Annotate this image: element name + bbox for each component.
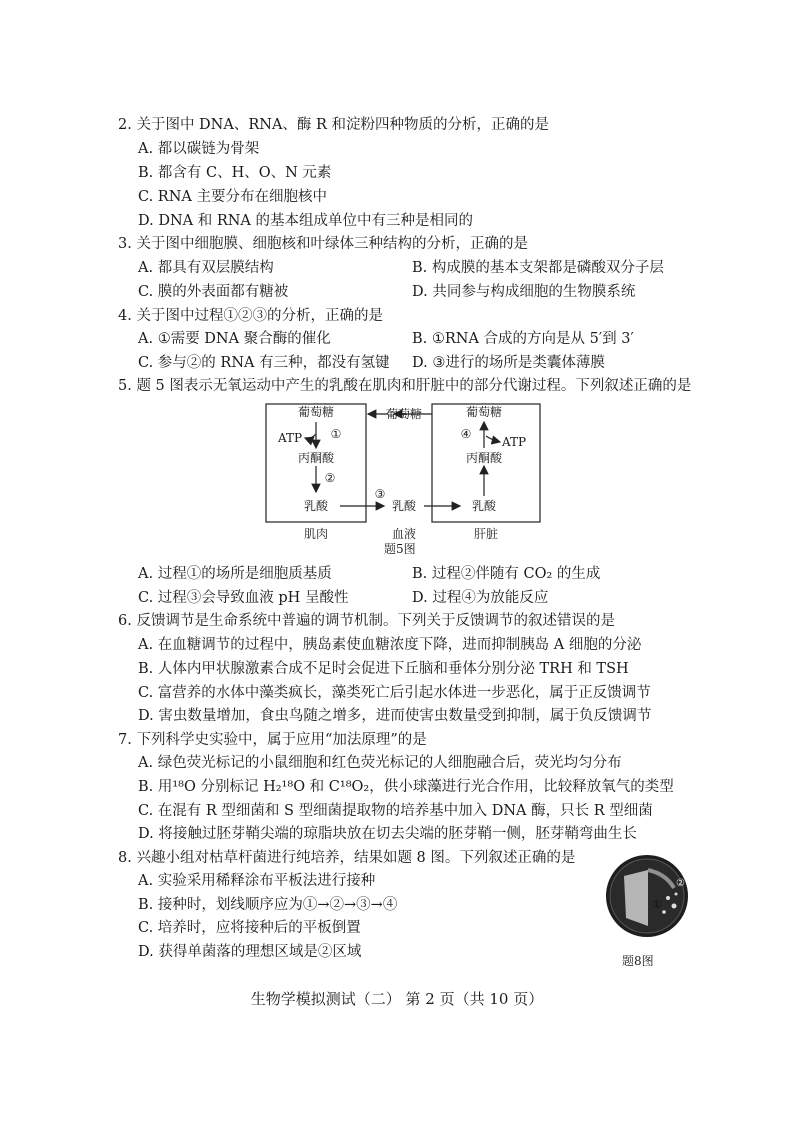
blood-glucose-label: 葡萄糖	[385, 407, 423, 421]
step-4-marker: ④	[460, 427, 472, 441]
q2-option-a: A. 都以碳链为骨架	[138, 141, 260, 157]
step-3-marker: ③	[374, 487, 386, 501]
question-2-stem: 2. 关于图中 DNA、RNA、酶 R 和淀粉四种物质的分析，正确的是	[118, 117, 550, 133]
q2-option-c: C. RNA 主要分布在细胞核中	[138, 189, 327, 205]
muscle-label: 肌肉	[303, 527, 329, 541]
muscle-glucose-label: 葡萄糖	[297, 405, 335, 419]
q6-option-b: B. 人体内甲状腺激素合成不足时会促进下丘脑和垂体分别分泌 TRH 和 TSH	[138, 661, 629, 677]
page-footer: 生物学模拟测试（二） 第 2 页（共 10 页）	[250, 990, 544, 1008]
q3-option-c: C. 膜的外表面都有糖被	[138, 284, 289, 300]
q3-option-b: B. 构成膜的基本支架都是磷酸双分子层	[412, 260, 664, 276]
step-1-marker: ①	[330, 427, 342, 441]
q4-option-a: A. ①需要 DNA 聚合酶的催化	[138, 331, 331, 347]
q5-option-a: A. 过程①的场所是细胞质基质	[138, 566, 332, 582]
muscle-atp-label: ATP	[277, 431, 303, 445]
q3-option-a: A. 都具有双层膜结构	[138, 260, 274, 276]
q8-option-d: D. 获得单菌落的理想区域是②区域	[138, 944, 362, 960]
blood-label: 血液	[391, 527, 417, 541]
q4-option-b: B. ①RNA 合成的方向是从 5′到 3′	[412, 331, 634, 347]
q5-option-c: C. 过程③会导致血液 pH 呈酸性	[138, 590, 349, 606]
figure-5-diagram	[260, 400, 550, 560]
q5-option-d: D. 过程④为放能反应	[412, 590, 549, 606]
liver-lactate-label: 乳酸	[471, 499, 497, 513]
figure-8-petri-dish	[604, 848, 690, 944]
q5-option-b: B. 过程②伴随有 CO₂ 的生成	[412, 566, 601, 582]
figure-5-caption: 题5图	[384, 542, 416, 556]
step-2-marker: ②	[324, 471, 336, 485]
liver-glucose-label: 葡萄糖	[465, 405, 503, 419]
zone-1-label: ①	[652, 898, 662, 911]
q8-option-b: B. 接种时，划线顺序应为①→②→③→④	[138, 897, 398, 913]
q6-option-d: D. 害虫数量增加，食虫鸟随之增多，进而使害虫数量受到抑制，属于负反馈调节	[138, 708, 652, 724]
q6-option-c: C. 富营养的水体中藻类疯长，藻类死亡后引起水体进一步恶化，属于正反馈调节	[138, 685, 651, 701]
muscle-pyruvate-label: 丙酮酸	[297, 451, 335, 465]
question-7-stem: 7. 下列科学史实验中，属于应用“加法原理”的是	[118, 732, 427, 748]
muscle-lactate-label: 乳酸	[303, 499, 329, 513]
blood-lactate-label: 乳酸	[391, 499, 417, 513]
q7-option-b: B. 用¹⁸O 分别标记 H₂¹⁸O 和 C¹⁸O₂，供小球藻进行光合作用，比较释放氧气的类型	[138, 779, 674, 795]
q4-option-d: D. ③进行的场所是类囊体薄膜	[412, 355, 605, 371]
q2-option-b: B. 都含有 C、H、O、N 元素	[138, 165, 332, 181]
q6-option-a: A. 在血糖调节的过程中，胰岛素使血糖浓度下降，进而抑制胰岛 A 细胞的分泌	[138, 637, 642, 653]
q8-option-c: C. 培养时，应将接种后的平板倒置	[138, 920, 361, 936]
question-6-stem: 6. 反馈调节是生命系统中普遍的调节机制。下列关于反馈调节的叙述错误的是	[118, 613, 615, 629]
q7-option-c: C. 在混有 R 型细菌和 S 型细菌提取物的培养基中加入 DNA 酶，只长 R 型细菌	[138, 803, 653, 819]
q7-option-d: D. 将接触过胚芽鞘尖端的琼脂块放在切去尖端的胚芽鞘一侧，胚芽鞘弯曲生长	[138, 826, 637, 842]
liver-pyruvate-label: 丙酮酸	[465, 451, 503, 465]
zone-2-label: ②	[676, 878, 685, 889]
q3-option-d: D. 共同参与构成细胞的生物膜系统	[412, 284, 636, 300]
q4-option-c: C. 参与②的 RNA 有三种，都没有氢键	[138, 355, 390, 371]
q7-option-a: A. 绿色荧光标记的小鼠细胞和红色荧光标记的人细胞融合后，荧光均匀分布	[138, 755, 622, 771]
question-4-stem: 4. 关于图中过程①②③的分析，正确的是	[118, 308, 383, 324]
q8-option-a: A. 实验采用稀释涂布平板法进行接种	[138, 873, 376, 889]
liver-atp-label: ATP	[501, 435, 527, 449]
question-8-stem: 8. 兴趣小组对枯草杆菌进行纯培养，结果如题 8 图。下列叙述正确的是	[118, 850, 576, 866]
figure-8-caption: 题8图	[622, 954, 654, 968]
question-3-stem: 3. 关于图中细胞膜、细胞核和叶绿体三种结构的分析，正确的是	[118, 236, 528, 252]
liver-label: 肝脏	[473, 527, 499, 541]
question-5-stem: 5. 题 5 图表示无氧运动中产生的乳酸在肌肉和肝脏中的部分代谢过程。下列叙述正确的是	[118, 378, 692, 394]
q2-option-d: D. DNA 和 RNA 的基本组成单位中有三种是相同的	[138, 213, 474, 229]
